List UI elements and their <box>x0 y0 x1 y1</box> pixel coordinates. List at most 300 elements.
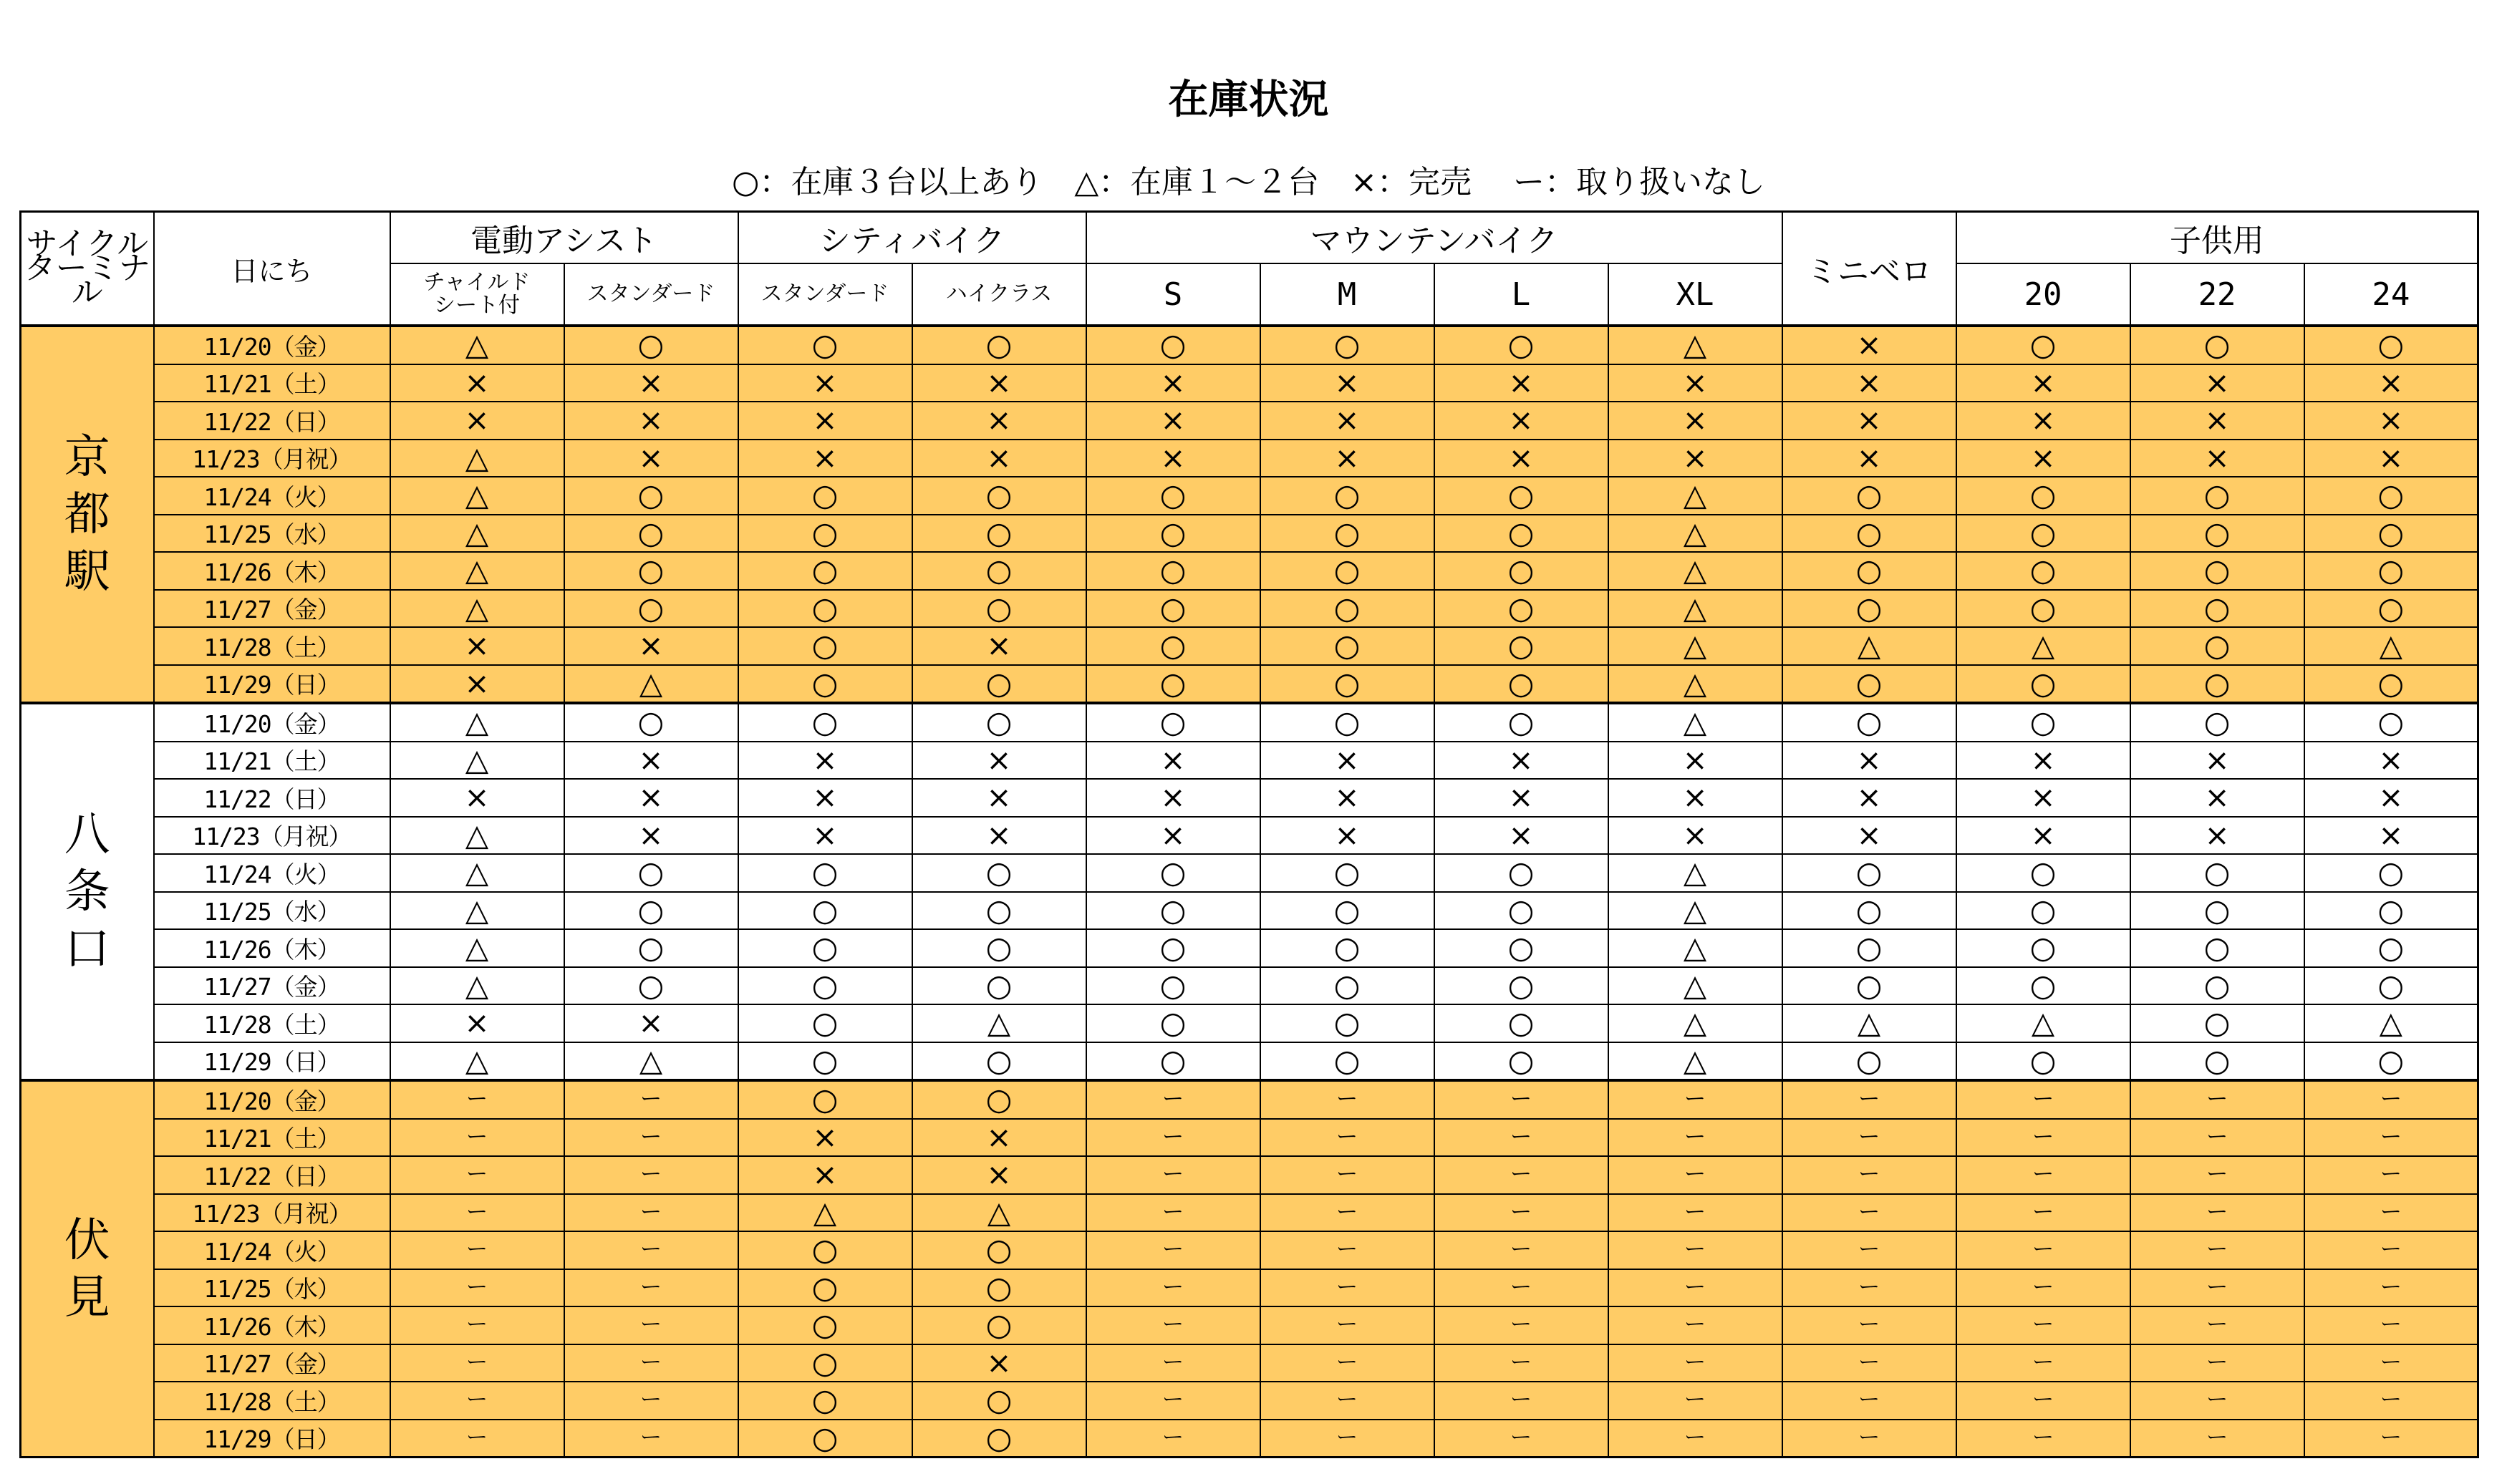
stock-cell: ー <box>1086 1194 1260 1232</box>
stock-cell: ○ <box>1956 967 2130 1005</box>
stock-cell: ○ <box>738 477 912 515</box>
stock-cell: ー <box>390 1194 564 1232</box>
stock-cell: ○ <box>1434 1042 1608 1081</box>
stock-cell: × <box>1782 402 1956 440</box>
stock-cell: ー <box>1086 1382 1260 1420</box>
stock-cell: ー <box>1434 1119 1608 1157</box>
table-row <box>21 1194 2478 1232</box>
stock-cell: △ <box>390 440 564 477</box>
stock-cell: ○ <box>912 1382 1086 1420</box>
date-cell: 11/21（土） <box>154 364 390 402</box>
header-subcategory: スタンダード <box>564 263 738 326</box>
date-cell: 11/26（木） <box>154 552 390 590</box>
stock-cell: ー <box>2304 1306 2478 1344</box>
stock-cell: ○ <box>912 1231 1086 1269</box>
stock-cell: ー <box>564 1231 738 1269</box>
stock-cell: × <box>1608 817 1782 855</box>
stock-cell: ー <box>1434 1344 1608 1382</box>
stock-cell: × <box>1782 779 1956 817</box>
stock-cell: ー <box>390 1420 564 1458</box>
stock-cell: × <box>1956 779 2130 817</box>
stock-cell: ○ <box>1956 552 2130 590</box>
stock-cell: ○ <box>1956 590 2130 628</box>
stock-cell: ○ <box>1434 929 1608 967</box>
stock-cell: ○ <box>1434 477 1608 515</box>
table-row <box>21 854 2478 892</box>
stock-cell: △ <box>1608 326 1782 364</box>
header-date: 日にち <box>154 212 390 326</box>
stock-cell: × <box>912 817 1086 855</box>
date-cell: 11/22（日） <box>154 779 390 817</box>
stock-cell: ○ <box>1086 590 1260 628</box>
stock-cell: △ <box>1608 854 1782 892</box>
stock-cell: ー <box>2130 1269 2304 1307</box>
stock-cell: ー <box>2304 1420 2478 1458</box>
stock-cell: ○ <box>1956 326 2130 364</box>
stock-cell: ー <box>2130 1344 2304 1382</box>
stock-cell: ○ <box>738 967 912 1005</box>
stock-cell: × <box>1608 779 1782 817</box>
stock-cell: × <box>912 1119 1086 1157</box>
stock-cell: ○ <box>2130 703 2304 742</box>
stock-cell: ○ <box>738 515 912 553</box>
stock-cell: × <box>2304 364 2478 402</box>
stock-cell: × <box>738 742 912 780</box>
stock-cell: ○ <box>1956 703 2130 742</box>
stock-cell: ○ <box>912 1042 1086 1081</box>
stock-cell: ○ <box>2130 967 2304 1005</box>
table-row <box>21 665 2478 704</box>
stock-cell: × <box>390 402 564 440</box>
stock-cell: × <box>2304 402 2478 440</box>
date-cell: 11/29（日） <box>154 665 390 704</box>
stock-cell: ー <box>1782 1194 1956 1232</box>
stock-cell: ー <box>1782 1231 1956 1269</box>
stock-cell: ー <box>1956 1420 2130 1458</box>
stock-cell: × <box>1782 364 1956 402</box>
stock-cell: ー <box>1260 1194 1434 1232</box>
header-subcategory: スタンダード <box>738 263 912 326</box>
stock-cell: ー <box>564 1420 738 1458</box>
stock-cell: ○ <box>2130 515 2304 553</box>
stock-cell: × <box>2304 440 2478 477</box>
stock-cell: ○ <box>1782 552 1956 590</box>
date-cell: 11/25（水） <box>154 1269 390 1307</box>
stock-cell: × <box>1086 817 1260 855</box>
stock-cell: ○ <box>1260 665 1434 704</box>
stock-cell: △ <box>390 854 564 892</box>
stock-cell: ○ <box>2130 929 2304 967</box>
stock-cell: ○ <box>1086 1004 1260 1042</box>
stock-cell: ○ <box>1260 929 1434 967</box>
table-row <box>21 1382 2478 1420</box>
stock-cell: ○ <box>912 326 1086 364</box>
stock-cell: △ <box>1608 929 1782 967</box>
stock-cell: ー <box>1434 1231 1608 1269</box>
table-row <box>21 440 2478 477</box>
date-cell: 11/29（日） <box>154 1042 390 1081</box>
date-cell: 11/24（火） <box>154 854 390 892</box>
stock-cell: ○ <box>738 1231 912 1269</box>
stock-cell: △ <box>1782 627 1956 665</box>
stock-cell: △ <box>390 817 564 855</box>
stock-cell: × <box>1434 440 1608 477</box>
stock-cell: × <box>564 779 738 817</box>
stock-cell: △ <box>390 590 564 628</box>
stock-cell: × <box>1956 440 2130 477</box>
stock-cell: ○ <box>738 1306 912 1344</box>
stock-cell: ー <box>2304 1156 2478 1194</box>
date-cell: 11/27（金） <box>154 967 390 1005</box>
station-name: 京都駅 <box>21 326 154 703</box>
stock-cell: △ <box>390 552 564 590</box>
stock-cell: ○ <box>738 552 912 590</box>
stock-cell: × <box>1956 364 2130 402</box>
stock-cell: ○ <box>2130 326 2304 364</box>
stock-cell: × <box>2130 779 2304 817</box>
stock-cell: × <box>2304 817 2478 855</box>
stock-cell: × <box>2130 364 2304 402</box>
stock-cell: ー <box>2130 1420 2304 1458</box>
stock-cell: ○ <box>564 929 738 967</box>
stock-cell: ○ <box>2304 703 2478 742</box>
stock-cell: ー <box>564 1269 738 1307</box>
stock-cell: ー <box>1782 1344 1956 1382</box>
stock-cell: △ <box>1956 627 2130 665</box>
stock-cell: ー <box>1260 1231 1434 1269</box>
stock-cell: ー <box>1260 1420 1434 1458</box>
table-row <box>21 929 2478 967</box>
stock-cell: ー <box>1086 1344 1260 1382</box>
stock-cell: × <box>1434 742 1608 780</box>
date-cell: 11/23（月祝） <box>154 817 390 855</box>
stock-cell: ○ <box>738 665 912 704</box>
stock-cell: × <box>564 402 738 440</box>
header-subcategory: 20 <box>1956 263 2130 326</box>
stock-cell: ー <box>1434 1382 1608 1420</box>
stock-cell: ー <box>1086 1080 1260 1119</box>
stock-cell: ○ <box>912 1420 1086 1458</box>
stock-cell: ○ <box>1434 326 1608 364</box>
stock-cell: × <box>564 817 738 855</box>
stock-cell: ○ <box>738 892 912 930</box>
stock-cell: ー <box>390 1306 564 1344</box>
stock-cell: ー <box>1434 1156 1608 1194</box>
stock-cell: ○ <box>1782 892 1956 930</box>
stock-cell: ○ <box>1086 627 1260 665</box>
stock-cell: ー <box>1782 1382 1956 1420</box>
stock-cell: ○ <box>1260 967 1434 1005</box>
stock-cell: × <box>2304 779 2478 817</box>
stock-cell: ○ <box>2304 665 2478 704</box>
station-name: 伏見 <box>21 1080 154 1458</box>
stock-cell: △ <box>738 1194 912 1232</box>
stock-cell: △ <box>1608 967 1782 1005</box>
stock-cell: ○ <box>1434 703 1608 742</box>
stock-cell: ー <box>1608 1420 1782 1458</box>
stock-cell: ○ <box>1434 1004 1608 1042</box>
stock-cell: × <box>1260 364 1434 402</box>
table-row <box>21 817 2478 855</box>
stock-cell: ー <box>1260 1382 1434 1420</box>
stock-cell: × <box>2130 402 2304 440</box>
stock-cell: ○ <box>1260 590 1434 628</box>
stock-cell: ○ <box>564 892 738 930</box>
date-cell: 11/21（土） <box>154 742 390 780</box>
table-row <box>21 590 2478 628</box>
stock-cell: × <box>1434 402 1608 440</box>
stock-cell: ○ <box>1434 590 1608 628</box>
stock-cell: ー <box>1086 1420 1260 1458</box>
stock-cell: × <box>2304 742 2478 780</box>
stock-cell: × <box>564 627 738 665</box>
stock-cell: △ <box>390 477 564 515</box>
stock-cell: ○ <box>1260 1042 1434 1081</box>
stock-cell: × <box>912 779 1086 817</box>
stock-cell: ○ <box>738 1080 912 1119</box>
date-cell: 11/28（土） <box>154 627 390 665</box>
stock-cell: ○ <box>738 929 912 967</box>
stock-cell: ○ <box>1782 515 1956 553</box>
stock-cell: ー <box>564 1382 738 1420</box>
stock-cell: ー <box>1608 1194 1782 1232</box>
stock-cell: ○ <box>1086 1042 1260 1081</box>
stock-cell: × <box>912 742 1086 780</box>
stock-cell: △ <box>912 1004 1086 1042</box>
stock-cell: ー <box>1608 1306 1782 1344</box>
stock-cell: ー <box>1608 1382 1782 1420</box>
table-row <box>21 703 2478 742</box>
stock-cell: △ <box>390 929 564 967</box>
page-title: 在庫状況 <box>1168 77 1329 123</box>
stock-cell: ○ <box>2304 892 2478 930</box>
table-row <box>21 1269 2478 1307</box>
stock-cell: ○ <box>564 552 738 590</box>
stock-cell: ○ <box>2304 552 2478 590</box>
stock-cell: × <box>390 779 564 817</box>
stock-cell: × <box>912 1156 1086 1194</box>
stock-cell: × <box>1260 440 1434 477</box>
stock-cell: ○ <box>1782 929 1956 967</box>
stock-cell: ○ <box>912 703 1086 742</box>
stock-cell: ○ <box>1434 627 1608 665</box>
stock-cell: ○ <box>2304 590 2478 628</box>
stock-cell: ー <box>1434 1080 1608 1119</box>
stock-cell: ー <box>2130 1231 2304 1269</box>
stock-cell: ○ <box>1086 929 1260 967</box>
stock-cell: ○ <box>1956 892 2130 930</box>
stock-cell: ー <box>1260 1306 1434 1344</box>
stock-cell: ー <box>1086 1269 1260 1307</box>
table-row <box>21 477 2478 515</box>
date-cell: 11/24（火） <box>154 1231 390 1269</box>
header-group: 子供用 <box>1956 212 2478 264</box>
stock-cell: ○ <box>1260 627 1434 665</box>
stock-cell: × <box>1260 742 1434 780</box>
stock-cell: × <box>1434 779 1608 817</box>
stock-cell: ー <box>1956 1231 2130 1269</box>
date-cell: 11/26（木） <box>154 1306 390 1344</box>
table-row <box>21 515 2478 553</box>
stock-cell: ー <box>564 1080 738 1119</box>
stock-cell: × <box>1608 742 1782 780</box>
stock-cell: ー <box>1260 1269 1434 1307</box>
stock-cell: ○ <box>912 590 1086 628</box>
header-subcategory: チャイルド シート付 <box>390 263 564 326</box>
stock-cell: ー <box>2130 1194 2304 1232</box>
stock-cell: ○ <box>2130 892 2304 930</box>
stock-cell: ー <box>2304 1119 2478 1157</box>
stock-cell: ー <box>1434 1269 1608 1307</box>
table-row <box>21 1306 2478 1344</box>
table-row <box>21 627 2478 665</box>
stock-cell: ー <box>2304 1344 2478 1382</box>
stock-cell: × <box>2130 440 2304 477</box>
stock-cell: △ <box>390 892 564 930</box>
date-cell: 11/20（金） <box>154 1080 390 1119</box>
header-subcategory: XL <box>1608 263 1782 326</box>
stock-cell: × <box>1260 817 1434 855</box>
stock-cell: ○ <box>1260 477 1434 515</box>
header-subcategory: L <box>1434 263 1608 326</box>
stock-cell: ー <box>1956 1306 2130 1344</box>
stock-cell: ○ <box>912 967 1086 1005</box>
header-subcategory: ハイクラス <box>912 263 1086 326</box>
stock-cell: ー <box>1956 1344 2130 1382</box>
stock-cell: × <box>738 1119 912 1157</box>
inventory-table <box>19 210 2479 1458</box>
stock-cell: △ <box>1608 590 1782 628</box>
stock-cell: ー <box>390 1156 564 1194</box>
stock-cell: × <box>1086 402 1260 440</box>
stock-cell: ー <box>1782 1420 1956 1458</box>
stock-cell: ○ <box>912 552 1086 590</box>
stock-cell: ー <box>1956 1156 2130 1194</box>
stock-cell: ○ <box>1086 326 1260 364</box>
stock-cell: ー <box>1086 1156 1260 1194</box>
stock-cell: × <box>738 779 912 817</box>
stock-cell: ー <box>2304 1231 2478 1269</box>
stock-cell: × <box>2130 817 2304 855</box>
stock-cell: ○ <box>738 854 912 892</box>
stock-cell: ○ <box>1782 1042 1956 1081</box>
date-cell: 11/21（土） <box>154 1119 390 1157</box>
stock-cell: × <box>564 742 738 780</box>
stock-cell: ○ <box>738 1420 912 1458</box>
stock-cell: × <box>1434 364 1608 402</box>
stock-cell: ○ <box>912 854 1086 892</box>
stock-cell: ○ <box>564 854 738 892</box>
stock-cell: × <box>390 1004 564 1042</box>
stock-cell: ○ <box>1956 1042 2130 1081</box>
stock-cell: ○ <box>564 967 738 1005</box>
stock-cell: ○ <box>1956 515 2130 553</box>
stock-cell: △ <box>1608 477 1782 515</box>
date-cell: 11/22（日） <box>154 402 390 440</box>
stock-cell: × <box>1782 440 1956 477</box>
stock-cell: ○ <box>912 929 1086 967</box>
stock-cell: ○ <box>564 703 738 742</box>
stock-cell: × <box>390 665 564 704</box>
stock-cell: ○ <box>912 665 1086 704</box>
stock-cell: × <box>912 1344 1086 1382</box>
stock-cell: △ <box>1608 1004 1782 1042</box>
stock-cell: ー <box>1608 1269 1782 1307</box>
stock-cell: ○ <box>2304 326 2478 364</box>
stock-cell: × <box>2130 742 2304 780</box>
header-subcategory: 24 <box>2304 263 2478 326</box>
stock-cell: △ <box>564 665 738 704</box>
stock-cell: ○ <box>1260 703 1434 742</box>
table-row <box>21 1004 2478 1042</box>
stock-cell: ー <box>564 1156 738 1194</box>
table-row <box>21 1420 2478 1458</box>
stock-cell: ー <box>1782 1306 1956 1344</box>
stock-cell: △ <box>390 1042 564 1081</box>
stock-cell: × <box>1086 364 1260 402</box>
stock-cell: ○ <box>1434 552 1608 590</box>
stock-cell: ○ <box>912 1269 1086 1307</box>
stock-cell: ー <box>1086 1119 1260 1157</box>
stock-cell: ○ <box>1782 703 1956 742</box>
stock-cell: ○ <box>564 477 738 515</box>
stock-cell: ー <box>2304 1194 2478 1232</box>
stock-cell: ー <box>1956 1194 2130 1232</box>
stock-cell: ○ <box>1434 892 1608 930</box>
stock-cell: × <box>1434 817 1608 855</box>
stock-cell: × <box>564 364 738 402</box>
date-cell: 11/23（月祝） <box>154 440 390 477</box>
stock-cell: ○ <box>1086 967 1260 1005</box>
stock-cell: ○ <box>1086 703 1260 742</box>
table-row <box>21 1119 2478 1157</box>
stock-cell: ○ <box>2304 929 2478 967</box>
stock-cell: ○ <box>738 627 912 665</box>
stock-cell: ○ <box>2304 477 2478 515</box>
stock-cell: ○ <box>2130 665 2304 704</box>
stock-cell: ○ <box>2130 627 2304 665</box>
stock-cell: ○ <box>1086 477 1260 515</box>
date-cell: 11/22（日） <box>154 1156 390 1194</box>
stock-cell: ○ <box>738 1382 912 1420</box>
stock-cell: △ <box>1608 552 1782 590</box>
stock-cell: ○ <box>1086 854 1260 892</box>
stock-cell: × <box>1608 440 1782 477</box>
stock-cell: △ <box>912 1194 1086 1232</box>
legend: ○：在庫３台以上あり △：在庫１～２台 ×：完売 ー：取り扱いなし <box>731 164 1766 200</box>
table-row <box>21 1231 2478 1269</box>
stock-cell: × <box>1608 402 1782 440</box>
stock-cell: ○ <box>1782 590 1956 628</box>
stock-cell: × <box>1608 364 1782 402</box>
stock-cell: ○ <box>912 892 1086 930</box>
stock-cell: △ <box>1782 1004 1956 1042</box>
stock-cell: ー <box>1608 1231 1782 1269</box>
stock-cell: ー <box>1956 1382 2130 1420</box>
header-subcategory: S <box>1086 263 1260 326</box>
stock-cell: △ <box>1608 665 1782 704</box>
date-cell: 11/28（土） <box>154 1004 390 1042</box>
stock-cell: ー <box>390 1382 564 1420</box>
header-group: ミニベロ <box>1782 212 1956 326</box>
stock-cell: × <box>738 402 912 440</box>
date-cell: 11/20（金） <box>154 326 390 364</box>
date-cell: 11/28（土） <box>154 1382 390 1420</box>
stock-cell: △ <box>1608 1042 1782 1081</box>
stock-cell: ー <box>1956 1269 2130 1307</box>
stock-cell: ○ <box>738 1269 912 1307</box>
header-group: シティバイク <box>738 212 1086 264</box>
